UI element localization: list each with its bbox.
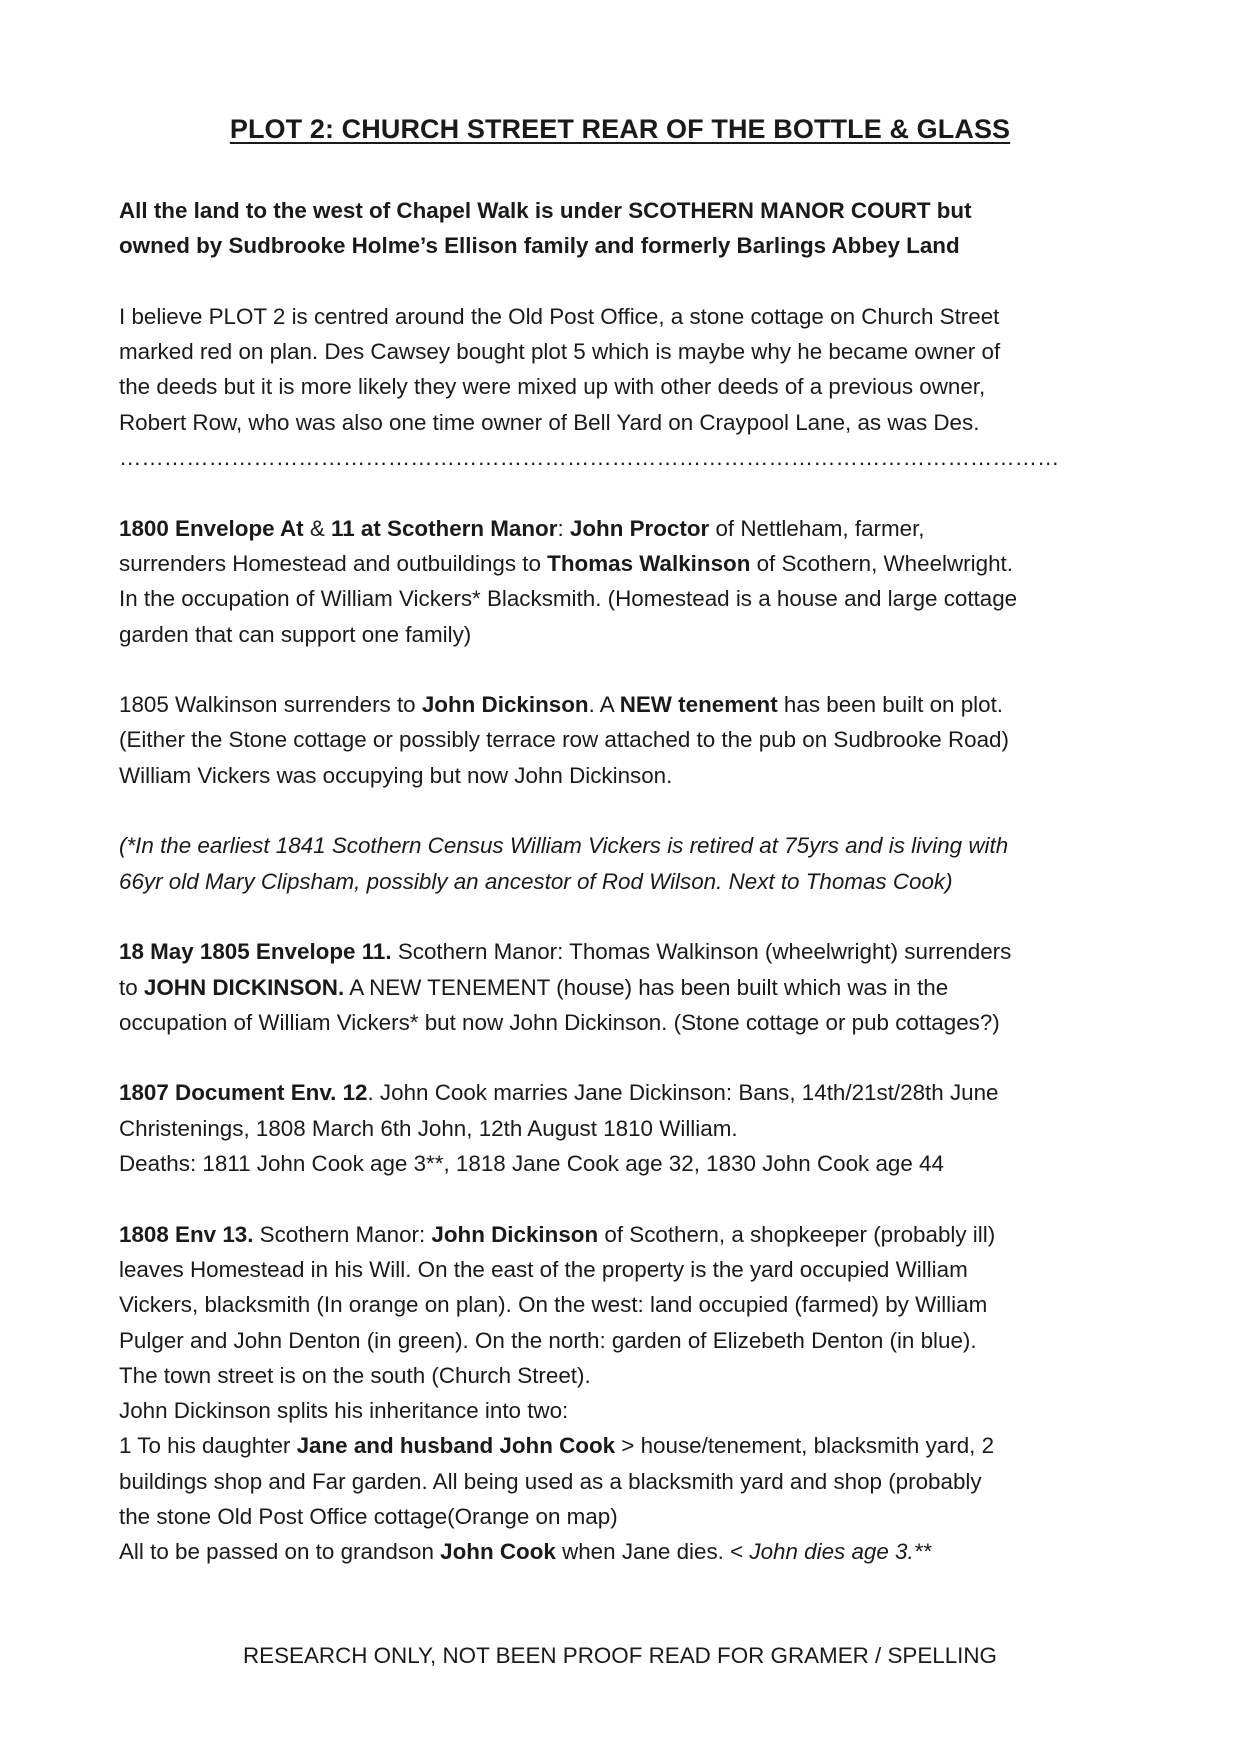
entry-1807 xyxy=(119,1075,1149,1181)
census-note-line: (*In the earliest 1841 Scothern Census William Vickers is retired at 75yrs and is living with xyxy=(119,833,1009,859)
belief-line: the deeds but it is more likely they were mixed up with other deeds of a previous owner, xyxy=(119,374,986,400)
entry-italic-note: John dies age 3.** xyxy=(749,1539,932,1565)
dotted-separator: ……………………………………………………………………………………………………………… xyxy=(119,445,1060,471)
entry-text: . A xyxy=(588,692,620,718)
intro-line: All the land to the west of Chapel Walk is under SCOTHERN MANOR COURT but xyxy=(119,198,972,223)
belief-line: I believe PLOT 2 is centred around the Old Post Office, a stone cottage on Church Street xyxy=(119,303,1000,329)
entry-text: has been built on plot. xyxy=(777,692,1004,718)
entry-line: John Dickinson splits his inheritance into two: xyxy=(119,1398,569,1424)
entry-text: 1805 Walkinson surrenders to xyxy=(119,692,422,718)
entry-line: William Vickers was occupying but now John Dickinson. xyxy=(119,762,673,788)
entry-text: Scothern Manor: Thomas Walkinson (wheelwright) surrenders xyxy=(391,939,1012,965)
entry-text: of Scothern, Wheelwright. xyxy=(750,550,1013,576)
entry-1800 xyxy=(119,511,1149,652)
entry-text: when Jane dies. < xyxy=(555,1539,750,1565)
entry-text: to xyxy=(119,974,144,1000)
entry-person-name: John Proctor xyxy=(569,515,710,541)
entry-line xyxy=(119,546,1149,581)
entry-heading: 1808 Env 13. xyxy=(119,1221,254,1247)
entry-line: Deaths: 1811 John Cook age 3**, 1818 Jane Cook age 32, 1830 John Cook age 44 xyxy=(119,1151,944,1177)
entry-line xyxy=(119,511,1149,546)
entry-text: of Nettleham, farmer, xyxy=(709,515,925,541)
entry-line xyxy=(119,1428,1149,1463)
page-title: PLOT 2: CHURCH STREET REAR OF THE BOTTLE & GLASS xyxy=(229,114,1011,144)
entry-text: of Scothern, a shopkeeper (probably ill) xyxy=(598,1221,996,1247)
belief-paragraph xyxy=(119,299,1149,440)
entry-line: Vickers, blacksmith (In orange on plan). On the west: land occupied (farmed) by William xyxy=(119,1292,988,1318)
entry-line: the stone Old Post Office cottage(Orange on map) xyxy=(119,1503,618,1529)
entry-line xyxy=(119,1075,1149,1110)
entry-text: . John Cook marries Jane Dickinson: Bans, 14th/21st/28th June xyxy=(367,1080,999,1106)
entry-line xyxy=(119,1534,1149,1569)
entry-text: Scothern Manor: xyxy=(253,1221,432,1247)
entry-person-name: John Dickinson xyxy=(421,692,589,718)
entry-heading: 1807 Document Env. 12 xyxy=(119,1080,368,1106)
entry-heading: 18 May 1805 Envelope 11. xyxy=(119,939,392,965)
entry-person-name: John Cook xyxy=(440,1539,556,1565)
entry-person-name: John Dickinson xyxy=(431,1221,599,1247)
entry-line: buildings shop and Far garden. All being used as a blacksmith yard and shop (probably xyxy=(119,1468,982,1494)
entry-person-name: JOHN DICKINSON. xyxy=(143,974,345,1000)
belief-line: marked red on plan. Des Cawsey bought plot 5 which is maybe why he became owner of xyxy=(119,339,1001,365)
entry-1805 xyxy=(119,687,1149,793)
entry-line: garden that can support one family) xyxy=(119,621,472,647)
entry-text: A NEW TENEMENT (house) has been built which was in the xyxy=(344,974,949,1000)
entry-text: : xyxy=(557,515,570,541)
entry-line xyxy=(119,970,1149,1005)
entry-line: (Either the Stone cottage or possibly terrace row attached to the pub on Sudbrooke Road) xyxy=(119,727,1009,753)
belief-line: Robert Row, who was also one time owner of Bell Yard on Craypool Lane, as was Des. xyxy=(119,409,980,435)
census-note-line: 66yr old Mary Clipsham, possibly an ancestor of Rod Wilson. Next to Thomas Cook) xyxy=(119,868,953,894)
intro-line: owned by Sudbrooke Holme’s Ellison family and formerly Barlings Abbey Land xyxy=(119,233,960,259)
document-body xyxy=(119,193,1149,1570)
entry-bold-text: NEW tenement xyxy=(619,692,778,718)
entry-line: In the occupation of William Vickers* Blacksmith. (Homestead is a house and large cottage xyxy=(119,586,1018,612)
entry-1808 xyxy=(119,1217,1149,1570)
entry-line xyxy=(119,934,1149,969)
entry-text: 1 To his daughter xyxy=(119,1433,297,1459)
intro-paragraph xyxy=(119,193,1149,264)
entry-line xyxy=(119,1217,1149,1252)
entry-line: leaves Homestead in his Will. On the east of the property is the yard occupied William xyxy=(119,1256,968,1282)
entry-line: Christenings, 1808 March 6th John, 12th August 1810 William. xyxy=(119,1115,738,1141)
entry-text: > house/tenement, blacksmith yard, 2 xyxy=(615,1433,995,1459)
entry-line: occupation of William Vickers* but now John Dickinson. (Stone cottage or pub cottages?) xyxy=(119,1009,1000,1035)
entry-text: & xyxy=(303,515,331,541)
entry-line: The town street is on the south (Church Street). xyxy=(119,1362,591,1388)
entry-text: surrenders Homestead and outbuildings to xyxy=(119,550,548,576)
entry-heading: 1800 Envelope At xyxy=(119,515,304,541)
census-note xyxy=(119,828,1149,899)
footer-disclaimer: RESEARCH ONLY, NOT BEEN PROOF READ FOR GRAMER / SPELLING xyxy=(243,1643,997,1668)
entry-person-name: Thomas Walkinson xyxy=(547,550,751,576)
entry-text: All to be passed on to grandson xyxy=(119,1539,441,1565)
entry-may-1805 xyxy=(119,934,1149,1040)
entry-person-name: Jane and husband John Cook xyxy=(296,1433,616,1459)
entry-line xyxy=(119,687,1149,722)
entry-line: Pulger and John Denton (in green). On the north: garden of Elizebeth Denton (in blue). xyxy=(119,1327,977,1353)
entry-bold-text: 11 at Scothern Manor xyxy=(330,515,558,541)
